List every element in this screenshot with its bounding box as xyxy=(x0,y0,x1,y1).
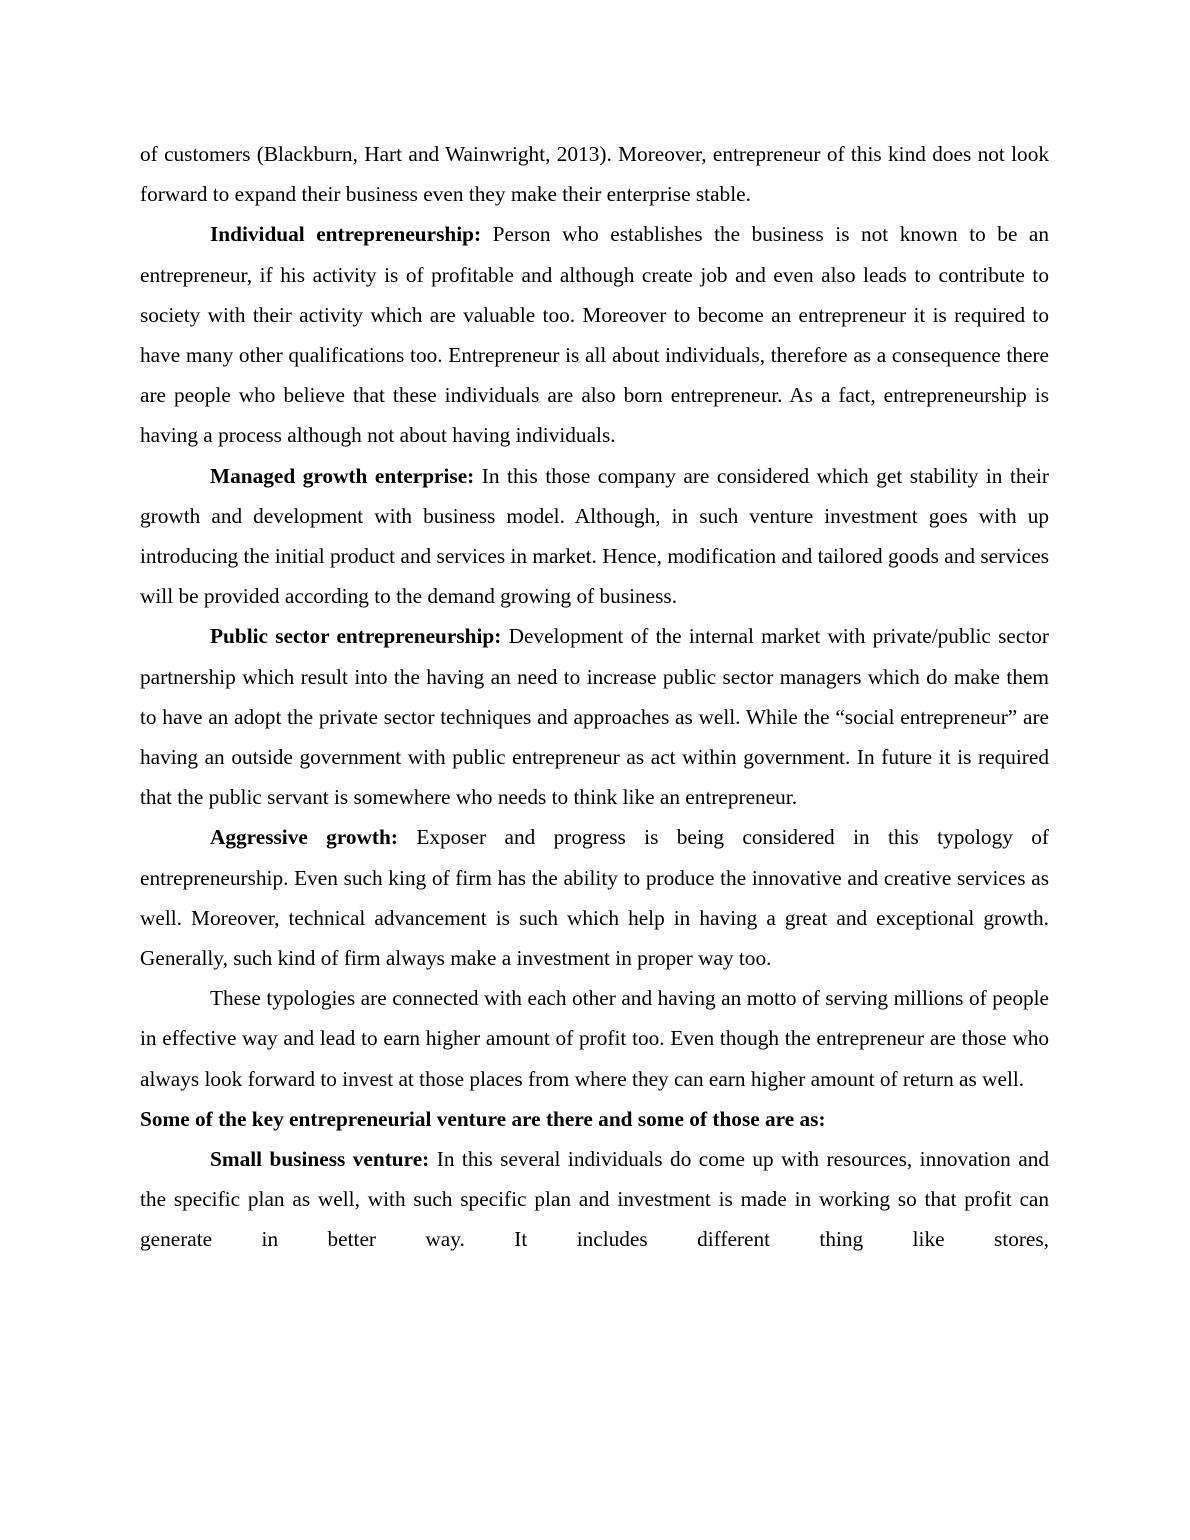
term-label: Small business venture: xyxy=(210,1147,430,1172)
paragraph-text: These typologies are connected with each other and having an motto of serving millions of people in effective way and lead to earn higher amount of profit too. Even though the entrepreneur are those who always look forward to invest at those places from where they can earn higher amount of return as well. xyxy=(140,986,1049,1091)
paragraph-individual-entrepreneurship xyxy=(140,214,1049,455)
paragraph-public-sector xyxy=(140,616,1049,817)
paragraph-text: Development of the internal market with private/public sector partnership which result into the having an need to increase public sector managers which do make them to have an adopt the private sector techniques and approaches as well. While the “social entrepreneur” are having an outside government with public entrepreneur as act within government. In future it is required that the public servant is somewhere who needs to think like an entrepreneur. xyxy=(140,624,1049,810)
paragraph-small-business xyxy=(140,1139,1049,1260)
paragraph-text: Person who establishes the business is not known to be an entrepreneur, if his activity is of profitable and although create job and even also leads to contribute to society with their activity which are valuable too. Moreover to become an entrepreneur it is required to have many other qualifications too. Entrepreneur is all about individuals, therefore as a consequence there are people who believe that these individuals are also born entrepreneur. As a fact, entrepreneurship is having a process although not about having individuals. xyxy=(140,222,1050,448)
paragraph-typologies xyxy=(140,978,1049,1099)
term-label: Public sector entrepreneurship: xyxy=(210,624,502,649)
document-page xyxy=(140,134,1049,1260)
term-label: Individual entrepreneurship: xyxy=(210,222,482,247)
paragraph-text: In this those company are considered which get stability in their growth and development with business model. Although, in such venture investment goes with up introducing the initial product and services in market. Hence, modification and tailored goods and services will be provided according to the demand growing of business. xyxy=(140,463,1049,609)
paragraph-aggressive-growth xyxy=(140,817,1049,978)
paragraph-managed-growth xyxy=(140,456,1049,617)
paragraph-text: Exposer and progress is being considered in this typology of entrepreneurship. Even such king of firm has the ability to produce the innovative and creative services as well. Moreover, technical advancement is such which help in having a great and exceptional growth. Generally, such kind of firm always make a investment in proper way too. xyxy=(140,825,1049,971)
paragraph-text: In this several individuals do come up with resources, innovation and the specific plan as well, with such specific plan and investment is made in working so that profit can generate in better way. It includes different thing like stores, xyxy=(140,1147,1049,1252)
term-label: Aggressive growth: xyxy=(210,825,398,850)
paragraph-text: of customers (Blackburn, Hart and Wainwright, 2013). Moreover, entrepreneur of this kind does not look forward to expand their business even they make their enterprise stable. xyxy=(140,142,1049,207)
section-heading: Some of the key entrepreneurial venture are there and some of those are as: xyxy=(140,1106,826,1131)
term-label: Managed growth enterprise: xyxy=(210,463,475,488)
paragraph-continuation xyxy=(140,134,1049,214)
